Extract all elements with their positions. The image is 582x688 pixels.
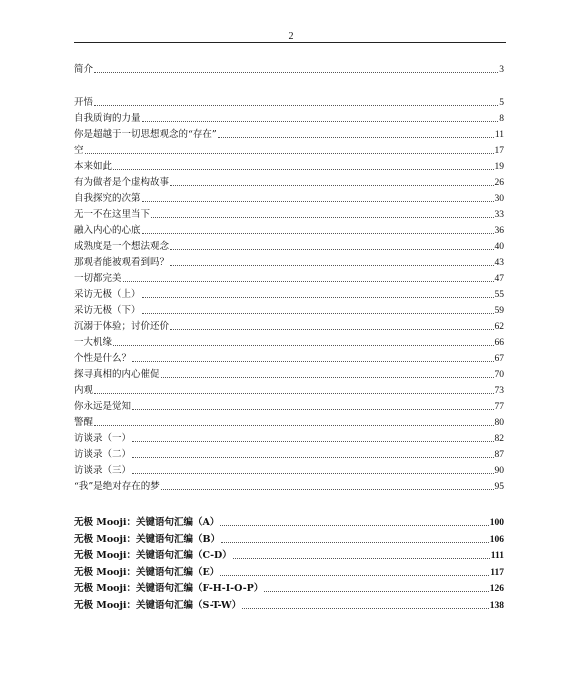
toc-dot-leader: [170, 239, 493, 250]
toc-entry-title: 无极 Mooji：关键语句汇编（F-H-I-O-P）: [74, 583, 264, 594]
page-number: 2: [288, 31, 294, 42]
toc-dot-leader: [170, 319, 493, 330]
toc-entry[interactable]: [74, 447, 504, 463]
toc-entry[interactable]: [74, 303, 504, 319]
toc-entry-page-number: 59: [494, 306, 504, 316]
toc-entry-title: 无一不在这里当下: [74, 209, 151, 220]
toc-entry-title: 本来如此: [74, 161, 113, 172]
toc-entry-page-number: 47: [494, 274, 504, 284]
toc-entry[interactable]: [74, 367, 504, 383]
toc-entry[interactable]: [74, 159, 504, 175]
toc-dot-leader: [264, 581, 488, 592]
toc-entry-page-number: 67: [494, 354, 504, 364]
toc-entry[interactable]: [74, 351, 504, 367]
toc-dot-leader: [242, 598, 489, 609]
toc-entry-page-number: 100: [489, 518, 504, 528]
toc-entry[interactable]: [74, 239, 504, 255]
toc-entry-title: 一大机缘: [74, 337, 113, 348]
toc-entry[interactable]: [74, 127, 504, 143]
toc-dot-leader: [233, 548, 490, 559]
toc-entry-title: 自我质询的力量: [74, 113, 141, 124]
toc-entry[interactable]: [74, 548, 504, 565]
toc-entry-page-number: 11: [494, 130, 504, 140]
toc-entry-title: 你永远是觉知: [74, 401, 132, 412]
toc-entry-page-number: 73: [494, 386, 504, 396]
toc-entry-page-number: 8: [499, 114, 504, 124]
toc-entry[interactable]: [74, 565, 504, 582]
toc-dot-leader: [94, 62, 498, 73]
toc-entry-page-number: 33: [494, 210, 504, 220]
toc-entry-title: 采访无极（上）: [74, 289, 141, 300]
toc-dot-leader: [161, 479, 494, 490]
toc-entry[interactable]: [74, 463, 504, 479]
toc-entry[interactable]: [74, 532, 504, 549]
toc-entry[interactable]: [74, 431, 504, 447]
toc-dot-leader: [132, 463, 493, 474]
toc-entry-page-number: 19: [494, 162, 504, 172]
toc-entry-title: 你是超越于一切思想观念的“存在”: [74, 129, 217, 140]
toc-entry-title: 无极 Mooji：关键语句汇编（E）: [74, 566, 220, 578]
toc-entry-page-number: 82: [494, 434, 504, 444]
toc-entry[interactable]: [74, 415, 504, 431]
toc-entry-title: 访谈录（三）: [74, 465, 132, 476]
toc-entry[interactable]: [74, 111, 504, 127]
toc-dot-leader: [170, 255, 493, 266]
toc-entry[interactable]: [74, 207, 504, 223]
toc-entry[interactable]: [74, 399, 504, 415]
toc-entry[interactable]: [74, 191, 504, 207]
toc-dot-leader: [161, 367, 494, 378]
toc-dot-leader: [218, 127, 494, 138]
toc-dot-leader: [132, 351, 493, 362]
toc-dot-leader: [220, 515, 488, 526]
toc-entry-page-number: 106: [489, 534, 504, 545]
toc-entry[interactable]: [74, 287, 504, 303]
toc-entry-title: 无极 Mooji：关键语句汇编（S-T-W）: [74, 599, 242, 611]
toc-dot-leader: [94, 95, 498, 106]
toc-entry-title: 自我探究的次第: [74, 193, 141, 204]
toc-entry-title: 访谈录（二）: [74, 449, 132, 460]
toc-entry[interactable]: [74, 335, 504, 351]
toc-entry-page-number: 3: [499, 65, 504, 75]
toc-entry-page-number: 43: [494, 258, 504, 268]
toc-keywords-section: [74, 515, 504, 614]
toc-dot-leader: [94, 415, 493, 426]
toc-entry-title: “我”是绝对存在的梦: [74, 481, 160, 492]
toc-entry-title: 无极 Mooji：关键语句汇编（A）: [74, 517, 220, 528]
toc-dot-leader: [221, 532, 489, 543]
toc-entry-title: 无极 Mooji：关键语句汇编（B）: [74, 533, 221, 545]
toc-entry-page-number: 55: [494, 290, 504, 300]
toc-entry-page-number: 62: [494, 322, 504, 332]
toc-entry-page-number: 77: [494, 402, 504, 412]
toc-entry-page-number: 36: [494, 226, 504, 236]
toc-entry-page-number: 26: [494, 178, 504, 188]
toc-entry-title: 探寻真相的内心催促: [74, 369, 160, 380]
toc-dot-leader: [142, 191, 494, 202]
toc-entry-page-number: 40: [494, 242, 504, 252]
toc-dot-leader: [132, 431, 493, 442]
toc-dot-leader: [142, 223, 494, 234]
toc-entry-title: 访谈录（一）: [74, 433, 132, 444]
toc-entry-title: 无极 Mooji：关键语句汇编（C-D）: [74, 550, 232, 561]
toc-entry-page-number: 90: [494, 466, 504, 476]
toc-entry[interactable]: [74, 175, 504, 191]
toc-entry[interactable]: [74, 598, 504, 615]
toc-entry-page-number: 117: [490, 567, 504, 578]
toc-dot-leader: [170, 175, 493, 186]
toc-intro-section: [74, 62, 504, 78]
toc-entry-title: 开悟: [74, 97, 94, 108]
toc-entry-title: 有为做者是个虚构故事: [74, 177, 170, 188]
toc-chapters-section: [74, 95, 504, 495]
toc-dot-leader: [85, 143, 494, 154]
toc-entry[interactable]: [74, 319, 504, 335]
toc-dot-leader: [151, 207, 493, 218]
toc-entry-title: 内观: [74, 385, 94, 396]
toc-entry-page-number: 70: [494, 370, 504, 380]
toc-entry-page-number: 80: [494, 418, 504, 428]
toc-entry-page-number: 111: [490, 551, 504, 561]
toc-entry-page-number: 126: [489, 584, 504, 594]
toc-dot-leader: [123, 271, 494, 282]
toc-entry[interactable]: [74, 581, 504, 598]
toc-entry[interactable]: [74, 383, 504, 399]
toc-dot-leader: [94, 383, 493, 394]
toc-entry-title: 采访无极（下）: [74, 305, 141, 316]
toc-entry-page-number: 66: [494, 338, 504, 348]
toc-entry[interactable]: [74, 223, 504, 239]
toc-entry[interactable]: [74, 95, 504, 111]
toc-dot-leader: [132, 447, 493, 458]
toc-dot-leader: [113, 159, 493, 170]
toc-dot-leader: [142, 303, 494, 314]
toc-entry[interactable]: [74, 255, 504, 271]
toc-entry-page-number: 87: [494, 450, 504, 460]
toc-entry-title: 融入内心的心底: [74, 225, 141, 236]
toc-entry-page-number: 5: [499, 98, 504, 108]
toc-entry-page-number: 95: [494, 482, 504, 492]
toc-entry[interactable]: [74, 143, 504, 159]
toc-entry[interactable]: [74, 515, 504, 532]
toc-entry-title: 简介: [74, 64, 94, 75]
toc-entry-title: 空: [74, 145, 84, 156]
toc-entry-page-number: 17: [494, 146, 504, 156]
toc-dot-leader: [142, 287, 494, 298]
toc-dot-leader: [220, 565, 489, 576]
toc-entry[interactable]: [74, 479, 504, 495]
toc-entry-title: 那观者能被观看到吗？: [74, 257, 170, 268]
toc-entry-title: 成熟度是一个想法观念: [74, 241, 170, 252]
toc-entry-page-number: 30: [494, 194, 504, 204]
toc-entry-title: 个性是什么？: [74, 353, 132, 364]
toc-dot-leader: [113, 335, 493, 346]
toc-entry-page-number: 138: [489, 600, 504, 611]
toc-entry-title: 警醒: [74, 417, 94, 428]
toc-entry-title: 一切都完美: [74, 273, 122, 284]
toc-dot-leader: [142, 111, 499, 122]
toc-entry-title: 沉溺于体验；讨价还价: [74, 321, 170, 332]
toc-entry[interactable]: [74, 62, 504, 78]
header-rule: [74, 42, 506, 43]
toc-dot-leader: [132, 399, 493, 410]
toc-entry[interactable]: [74, 271, 504, 287]
